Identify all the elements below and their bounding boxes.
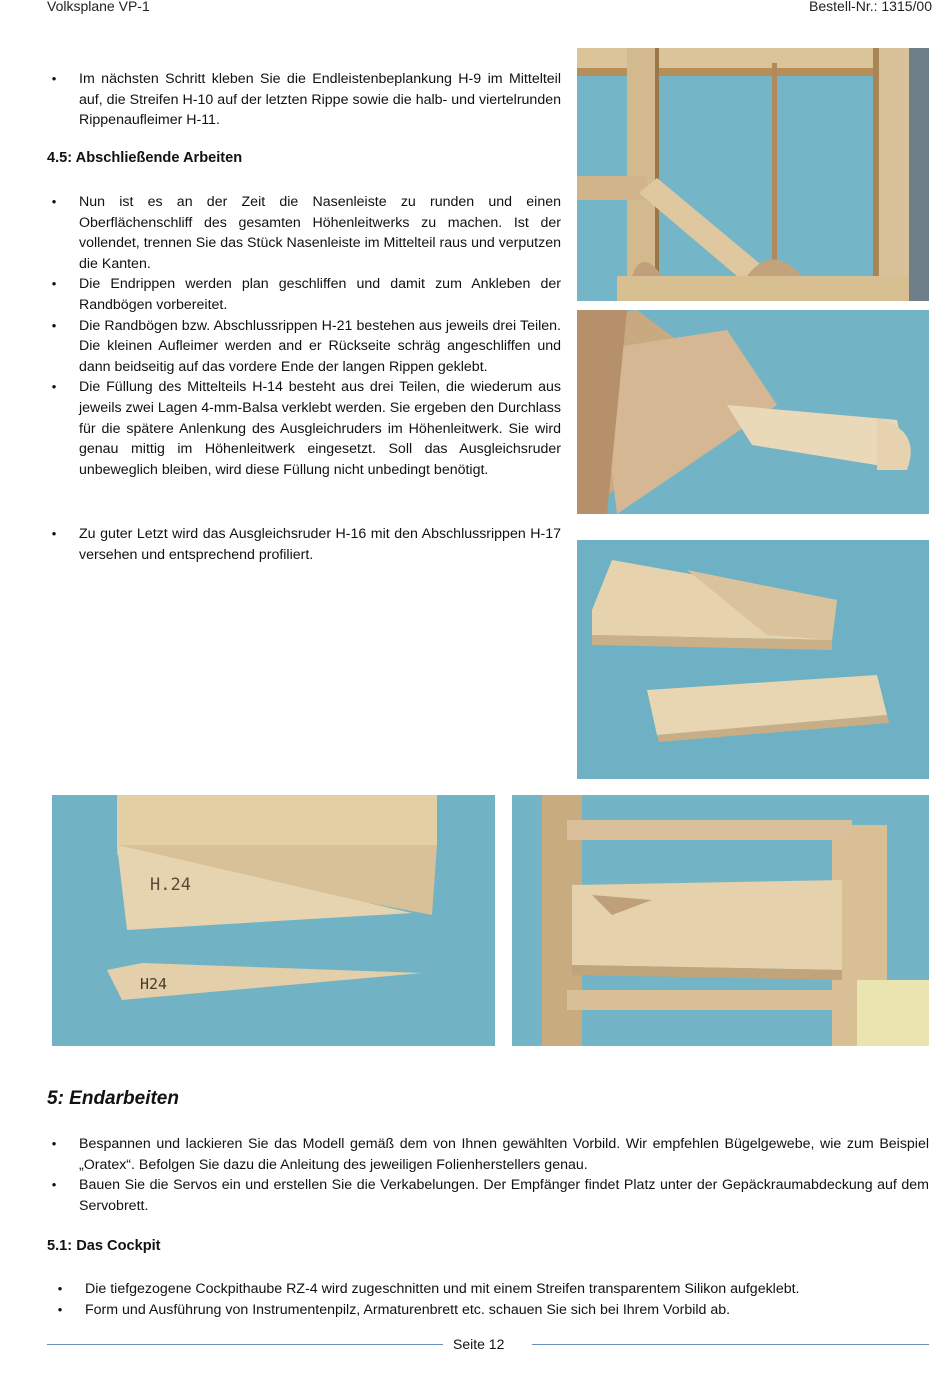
bullet-icon: • — [51, 317, 57, 333]
list-item: • Bespannen und lackieren Sie das Modell gemäß dem von Ihnen gewählten Vorbild. Wir empfehlen Bügelgewebe, wie zum Beispiel „Oratex“. Befolgen Sie dazu die Anleitung des jeweiligen Folienherstellers genau. — [47, 1134, 929, 1175]
list-item: • Die tiefgezogene Cockpithaube RZ-4 wird zugeschnitten und mit einem Streifen transparentem Silikon aufgeklebt. — [53, 1279, 929, 1300]
section-5-list — [47, 1134, 929, 1216]
photo-h24-parts — [52, 795, 495, 1046]
rib-tip-illustration — [577, 310, 929, 514]
bullet-icon: • — [51, 1177, 57, 1193]
order-number: Bestell-Nr.: 1315/00 — [809, 0, 932, 14]
list-item: • Zu guter Letzt wird das Ausgleichsruder H-16 mit den Abschlussrippen H-17 versehen und entsprechend profiliert. — [47, 524, 561, 565]
bullet-icon: • — [51, 194, 57, 209]
bullet-icon: • — [51, 71, 57, 86]
intro-text — [47, 69, 561, 131]
list-item: • Bauen Sie die Servos ein und erstellen Sie die Verkabelungen. Der Empfänger findet Platz unter der Gepäckraumabdeckung auf dem Servobrett. — [47, 1175, 929, 1216]
footer-rule-right — [532, 1344, 929, 1345]
wedges-illustration — [577, 540, 929, 779]
page-number: Seite 12 — [453, 1336, 505, 1352]
list-item: • Form und Ausführung von Instrumentenpilz, Armaturenbrett etc. schauen Sie sich bei Ihrem Vorbild ab. — [53, 1300, 929, 1321]
frame-illustration — [577, 48, 929, 301]
bullet-icon: • — [51, 1136, 57, 1151]
bullet-icon: • — [51, 276, 57, 292]
section-heading-5: 5: Endarbeiten — [47, 1088, 179, 1109]
list-item: • Die Füllung des Mittelteils H-14 besteht aus drei Teilen, die wiederum aus jeweils zwei Lagen 4-mm-Balsa verklebt werden. Sie ergeben den Durchlass für die spätere Anlenkung des Ausgleichruders im Höhenleitwerk. Sie wird genau mittig im Höhenleitwerk eingesetzt. Soll das Ausgleichsruder unbeweglich bleiben, wird diese Füllung nicht unbedingt benötigt. — [47, 377, 561, 480]
photo-rib-tip — [577, 310, 929, 514]
center-filling-illustration — [512, 795, 929, 1046]
bullet-icon: • — [57, 1301, 63, 1317]
list-item: • Nun ist es an der Zeit die Nasenleiste zu runden und einen Oberflächenschliff des gesamten Höhenleitwerks zu machen. Ist der vollendet, trennen Sie das Stück Nasenleiste im Mittelteil raus und verputzen die Kanten. — [47, 192, 561, 274]
list-item: • Die Randbögen bzw. Abschlussrippen H-21 bestehen aus jeweils drei Teilen. Die kleinen Aufleimer werden and er Rückseite schräg angeschliffen und dann beidseitig auf das vordere Ende der langen Rippen geklebt. — [47, 316, 561, 378]
section-4-5-last — [47, 524, 561, 565]
section-5-1-list — [53, 1279, 929, 1320]
photo-stabilizer-frame — [577, 48, 929, 301]
section-heading-4-5: 4.5: Abschließende Arbeiten — [47, 150, 243, 166]
photo-wedges — [577, 540, 929, 779]
footer-rule-left — [47, 1344, 443, 1345]
photo-center-filling — [512, 795, 929, 1046]
bullet-icon: • — [51, 379, 57, 395]
part-label-h24-a: H.24 — [150, 875, 191, 895]
h24-illustration — [52, 795, 495, 1046]
bullet-icon: • — [57, 1281, 63, 1296]
section-heading-5-1: 5.1: Das Cockpit — [47, 1238, 161, 1254]
list-item: • Im nächsten Schritt kleben Sie die Endleistenbeplankung H-9 im Mittelteil auf, die Streifen H-10 auf der letzten Rippe sowie die halb- und viertelrunden Rippenaufleimer H-11. — [47, 69, 561, 131]
part-label-h24-b: H24 — [140, 975, 168, 993]
bullet-icon: • — [51, 526, 57, 541]
list-item: • Die Endrippen werden plan geschliffen und damit zum Ankleben der Randbögen vorbereitet. — [47, 274, 561, 315]
section-4-5-list — [47, 192, 561, 480]
document-title: Volksplane VP-1 — [47, 0, 150, 14]
